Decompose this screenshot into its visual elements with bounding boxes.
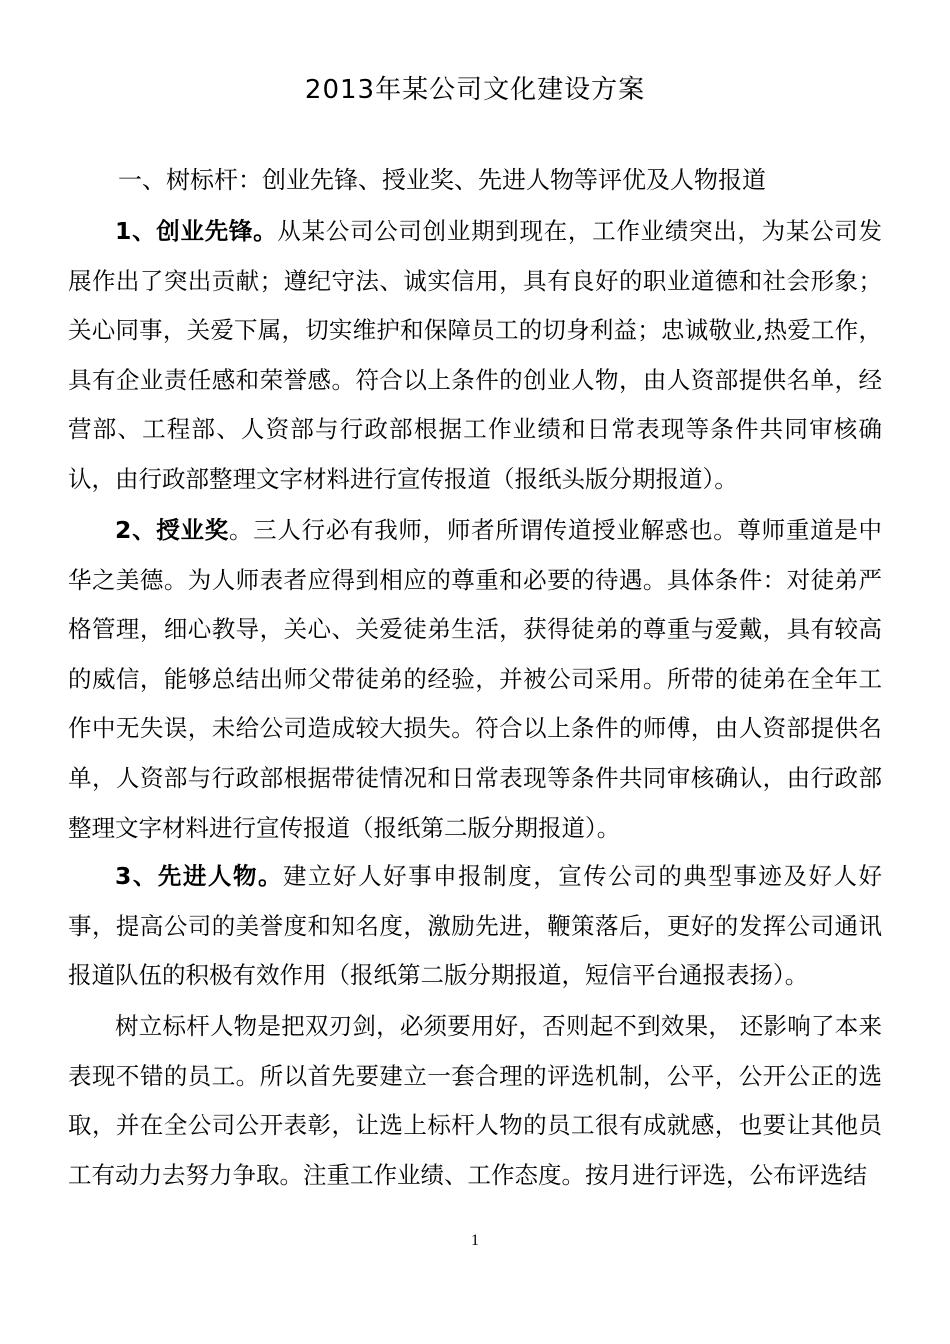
section-heading: 一、树标杆：创业先锋、授业奖、先进人物等评优及人物报道 bbox=[118, 166, 766, 194]
paragraph-text: 建立好人好事申报制度，宣传公司的典型事迹及好人好事，提高公司的美誉度和知名度，激励先进，鞭策落后，更好的发挥公司通讯报道队伍的积极有效作用（报纸第二版分期报道，短信平台通报表扬）。 bbox=[68, 862, 883, 990]
paragraph-advanced-figures bbox=[68, 852, 882, 1001]
paragraph-mentor-award bbox=[68, 506, 882, 853]
paragraph-lead: 2、授业奖 bbox=[115, 516, 229, 544]
paragraph-lead: 3、先进人物。 bbox=[115, 862, 284, 890]
paragraph-text: 树立标杆人物是把双刃剑，必须要用好，否则起不到效果， 还影响了本来表现不错的员工。所以首先要建立一套合理的评选机制，公平，公开公正的选取，并在全公司公开表彰，让选上标杆人物的员工很有成就感，也要让其他员工有动力去努力争取。注重工作业绩、工作态度。按月进行评选，公布评选结 bbox=[68, 1012, 882, 1189]
paragraph-benchmark-summary bbox=[68, 1002, 882, 1200]
paragraph-text: 。三人行必有我师，师者所谓传道授业解惑也。尊师重道是中华之美德。为人师表者应得到相应的尊重和必要的待遇。具体条件：对徒弟严格管理，细心教导，关心、关爱徒弟生活，获得徒弟的尊重与爱戴，具有较高的威信，能够总结出师父带徒弟的经验，并被公司采用。所带的徒弟在全年工作中无失误，未给公司造成较大损失。符合以上条件的师傅，由人资部提供名单，人资部与行政部根据带徒情况和日常表现等条件共同审核确认，由行政部整理文字材料进行宣传报道（报纸第二版分期报道）。 bbox=[68, 516, 883, 842]
document-title: 2013年某公司文化建设方案 bbox=[304, 75, 646, 105]
paragraph-entrepreneur-pioneer bbox=[68, 207, 882, 505]
page-number: 1 bbox=[471, 1232, 479, 1249]
paragraph-lead: 1、创业先锋。 bbox=[115, 217, 278, 245]
paragraph-text: 从某公司公司创业期到现在，工作业绩突出，为某公司发展作出了突出贡献；遵纪守法、诚实信用，具有良好的职业道德和社会形象；关心同事，关爱下属，切实维护和保障员工的切身利益；忠诚敬业,热爱工作，具有企业责任感和荣誉感。符合以上条件的创业人物，由人资部提供名单，经营部、工程部、人资部与行政部根据工作业绩和日常表现等条件共同审核确认，由行政部整理文字材料进行宣传报道（报纸头版分期报道）。 bbox=[68, 217, 882, 493]
